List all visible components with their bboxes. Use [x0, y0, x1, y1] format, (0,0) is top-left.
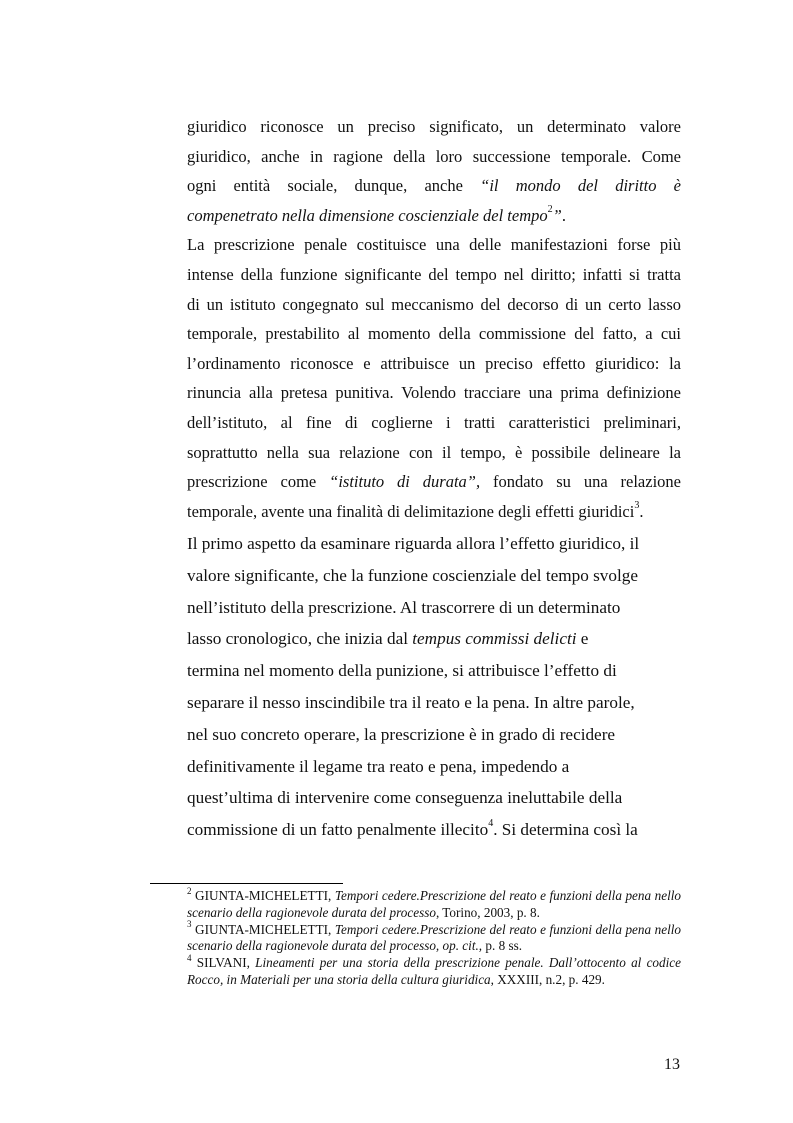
footnote-ref: 2	[547, 204, 553, 216]
footnote-details: p. 8 ss.	[482, 938, 523, 954]
footnote-number: 2	[187, 885, 192, 896]
footnote	[187, 885, 682, 922]
footnotes	[187, 885, 682, 989]
page-number: 13	[664, 1056, 680, 1073]
text-fragment: commissione di un fatto penalmente illecito	[187, 820, 489, 840]
text-line	[187, 497, 681, 527]
footnote-author: GIUNTA-MICHELETTI,	[191, 921, 335, 937]
footnote-title: Tempori cedere.Prescrizione del reato e funzioni della pena nello scenario della ragionevole durata del processo, op. cit.,	[187, 921, 682, 954]
text-line: temporale, prestabilito al momento della commissione del fatto, a cui	[187, 324, 681, 344]
text-line: quest’ultima di intervenire come conseguenza ineluttabile della	[187, 788, 623, 808]
text-line: giuridico riconosce un preciso significato, un determinato valore	[187, 117, 681, 136]
text-line: nel suo concreto operare, la prescrizione è in grado di recidere	[187, 724, 616, 744]
quotation-close: ”	[552, 205, 562, 225]
footnote	[187, 952, 681, 989]
footnote-ref: 3	[634, 500, 640, 512]
text-line	[187, 171, 681, 201]
text-line: valore significante, che la funzione coscienziale del tempo svolge	[187, 565, 638, 585]
text-fragment: . Si determina così la	[493, 820, 638, 840]
text-line: termina nel momento della punizione, si attribuisce l’effetto di	[187, 661, 617, 681]
footnote	[187, 919, 682, 956]
text-fragment: .	[561, 205, 566, 225]
text-line: soprattutto nella sua relazione con il tempo, è possibile delineare la	[187, 442, 681, 462]
footnote-details: , XXXIII, n.2, p. 429.	[490, 971, 605, 987]
text-fragment: fondato su una relazione	[480, 472, 681, 492]
footnote-ref: 4	[488, 818, 494, 830]
quotation: “il mondo del diritto è	[480, 176, 682, 196]
latin-phrase: tempus commissi delicti	[412, 629, 577, 649]
body-text-upper	[187, 112, 681, 526]
quotation: compenetrato nella dimensione coscienziale del tempo	[187, 205, 548, 225]
text-line: Il primo aspetto da esaminare riguarda allora l’effetto giuridico, il	[187, 534, 640, 553]
text-fragment: prescrizione come	[187, 472, 330, 492]
text-fragment: .	[639, 501, 644, 521]
text-line: rinuncia alla pretesa punitiva. Volendo tracciare una prima definizione	[187, 383, 681, 403]
footnote-details: , Torino, 2003, p. 8.	[435, 904, 540, 920]
text-line	[187, 814, 681, 846]
footnote-title: Lineamenti per una storia della prescrizione penale. Dall’ottocento al codice Rocco, in Materiali per una storia della cultura giuridica	[187, 955, 681, 987]
text-fragment: ogni entità sociale, dunque, anche	[187, 176, 481, 196]
footnote-number: 3	[187, 919, 192, 930]
text-line: La prescrizione penale costituisce una delle manifestazioni forse più	[187, 235, 681, 255]
text-line: dell’istituto, al fine di coglierne i tratti caratteristici preliminari,	[187, 412, 681, 432]
text-fragment: e	[576, 629, 589, 649]
text-line: l’ordinamento riconosce e attribuisce un preciso effetto giuridico: la	[187, 353, 681, 373]
quotation: “istituto di durata”,	[329, 472, 481, 492]
body-text-lower	[187, 528, 681, 846]
footnote-title: Tempori cedere.Prescrizione del reato e funzioni della pena nello scenario della ragionevole durata del processo	[187, 888, 682, 920]
text-line	[187, 623, 681, 655]
text-line: intense della funzione significante del tempo nel diritto; infatti si tratta	[187, 264, 681, 284]
footnote-number: 4	[187, 952, 192, 963]
text-line: nell’istituto della prescrizione. Al trascorrere di un determinato	[187, 597, 621, 617]
text-line: giuridico, anche in ragione della loro successione temporale. Come	[187, 146, 681, 166]
footnote-author: GIUNTA-MICHELETTI,	[191, 888, 335, 903]
text-line	[187, 467, 681, 497]
text-line: di un istituto congegnato sul meccanismo del decorso di un certo lasso	[187, 294, 681, 314]
footnote-author: SILVANI,	[191, 955, 256, 971]
footnote-separator	[150, 883, 343, 884]
text-line	[187, 201, 681, 231]
text-line: definitivamente il legame tra reato e pena, impedendo a	[187, 756, 570, 776]
text-line: separare il nesso inscindibile tra il reato e la pena. In altre parole,	[187, 692, 635, 712]
text-fragment: lasso cronologico, che inizia dal	[187, 629, 413, 649]
text-fragment: temporale, avente una finalità di delimitazione degli effetti giuridici	[187, 501, 635, 521]
